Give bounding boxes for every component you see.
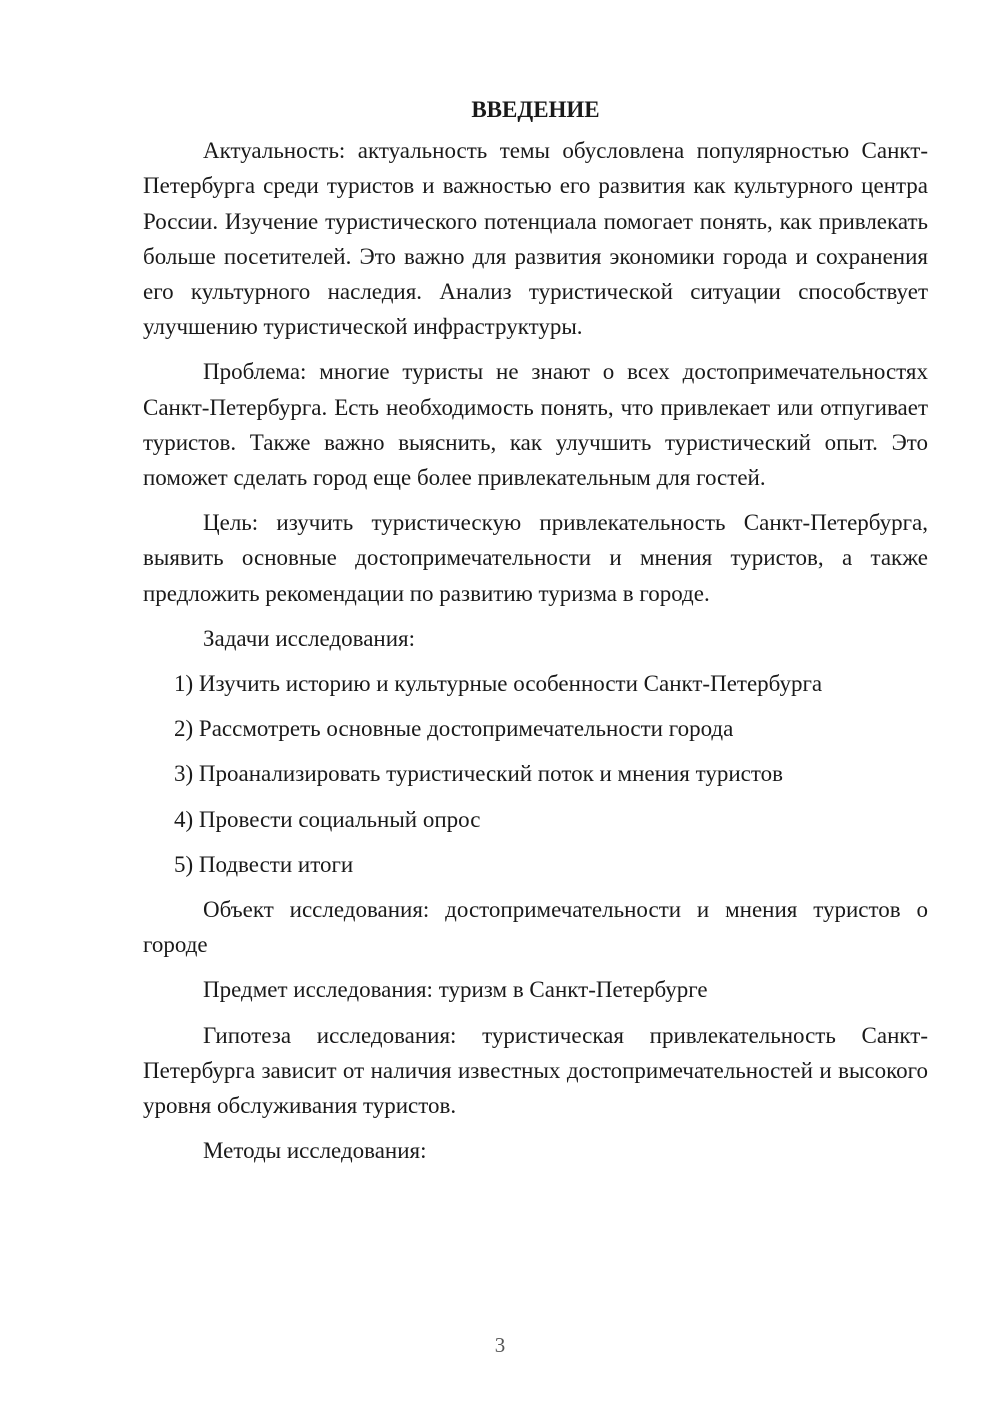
subject-paragraph: Предмет исследования: туризм в Санкт-Петербурге bbox=[203, 977, 708, 1003]
page-content bbox=[143, 92, 928, 1178]
hypothesis-paragraph: Гипотеза исследования: туристическая привлекательность Санкт-Петербурга зависит от наличия известных достопримечательностей и высокого уровня обслуживания туристов. bbox=[143, 1022, 928, 1119]
task-item: 3) Проанализировать туристический поток и мнения туристов bbox=[174, 761, 783, 787]
goal-paragraph: Цель: изучить туристическую привлекательность Санкт-Петербурга, выявить основные достопримечательности и мнения туристов, а также предложить рекомендации по развитию туризма в городе. bbox=[143, 510, 928, 606]
task-item: 1) Изучить историю и культурные особенности Санкт-Петербурга bbox=[174, 671, 823, 697]
page-number: 3 bbox=[494, 1333, 506, 1357]
page-title: ВВЕДЕНИЕ bbox=[471, 97, 600, 122]
task-item: 5) Подвести итоги bbox=[174, 851, 354, 877]
object-paragraph: Объект исследования: достопримечательности и мнения туристов о городе bbox=[143, 897, 928, 958]
tasks-list bbox=[143, 666, 928, 882]
methods-heading: Методы исследования: bbox=[203, 1138, 427, 1164]
relevance-paragraph: Актуальность: актуальность темы обусловлена популярностью Санкт-Петербурга среди туристов и важностью его развития как культурного центра России. Изучение туристического потенциала помогает понять, как привлекать больше посетителей. Это важно для развития экономики города и сохранения его культурного наследия. Анализ туристической ситуации способствует улучшению туристической инфраструктуры. bbox=[143, 138, 928, 340]
task-item: 4) Провести социальный опрос bbox=[174, 806, 481, 832]
problem-paragraph: Проблема: многие туристы не знают о всех достопримечательностях Санкт-Петербурга. Есть необходимость понять, что привлекает или отпугивает туристов. Также важно выяснить, как улучшить туристический опыт. Это поможет сделать город еще более привлекательным для гостей. bbox=[143, 359, 928, 491]
task-item: 2) Рассмотреть основные достопримечательности города bbox=[174, 716, 734, 742]
tasks-heading: Задачи исследования: bbox=[203, 625, 416, 651]
